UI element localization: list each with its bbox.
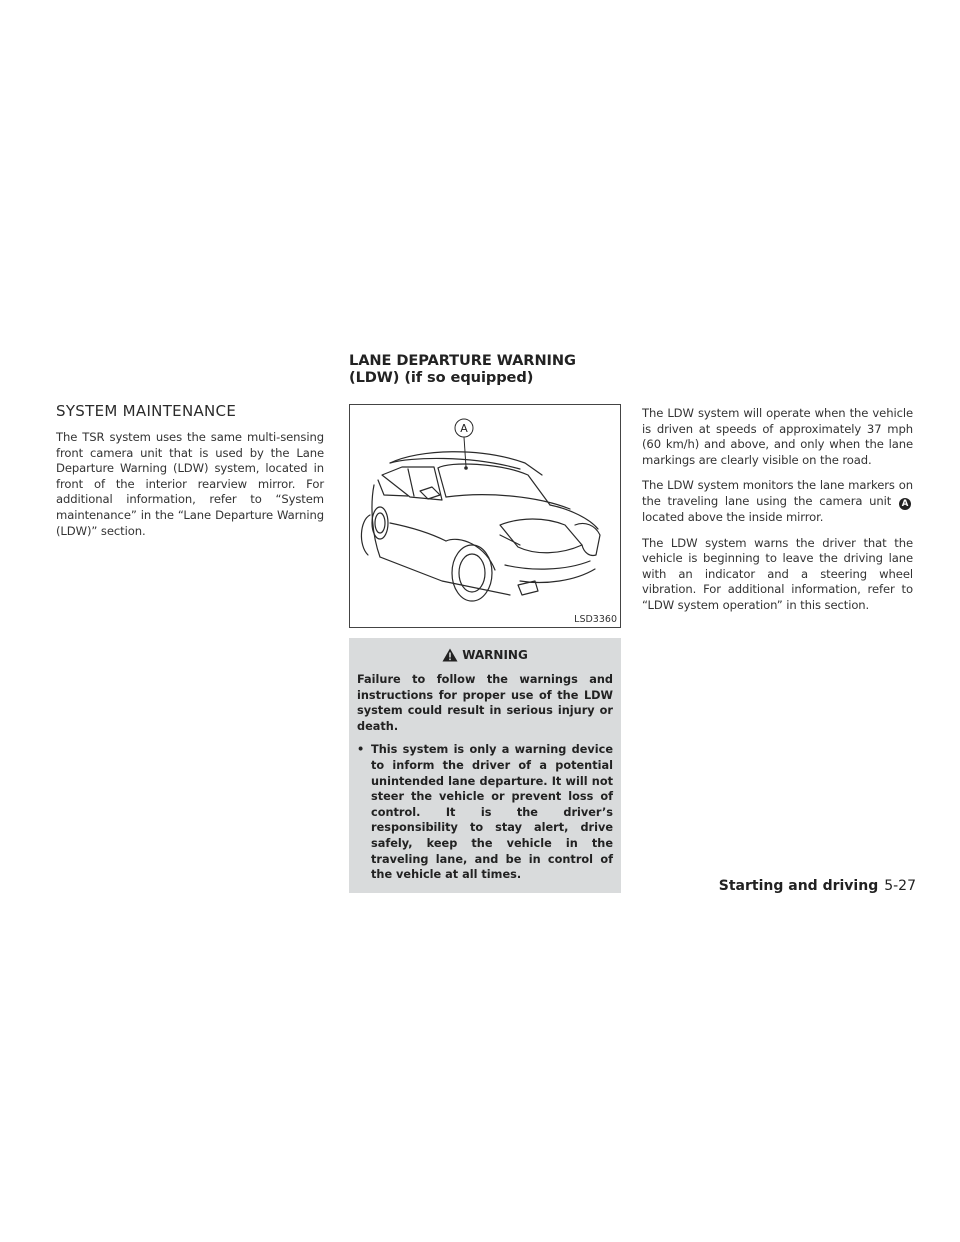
bullet-text: This system is only a warning device to inform the driver of a potential unintended lane departure. It will not steer the vehicle or prevent loss of control. It is the driver’s responsibility to stay alert, drive safely, keep the vehicle in the traveling lane, and be in control of the vehicle at all times. <box>371 743 613 882</box>
warning-triangle-icon <box>442 648 458 662</box>
section-heading: LANE DEPARTURE WARNING (LDW) (if so equipped) <box>349 352 576 386</box>
callout-a-marker: A <box>899 498 911 510</box>
section-title: SYSTEM MAINTENANCE <box>56 402 237 420</box>
warning-header <box>357 648 613 662</box>
column-right <box>642 406 913 624</box>
page-number: 5-27 <box>884 878 916 894</box>
paragraph-2-start: The LDW system monitors the lane markers on the traveling lane using the camera unit <box>642 478 913 508</box>
vehicle-illustration <box>349 404 621 628</box>
warning-box <box>349 638 621 893</box>
figure-code: LSD3360 <box>574 614 617 625</box>
column-left <box>56 402 324 549</box>
paragraph-2-end: located above the inside mirror. <box>642 509 824 524</box>
callout-label: A <box>460 422 468 435</box>
vehicle-drawing <box>350 405 620 627</box>
page-footer <box>719 878 916 894</box>
bullet-marker: • <box>357 743 365 757</box>
warning-bullet <box>357 742 613 882</box>
column-middle <box>349 352 621 893</box>
paragraph: The TSR system uses the same multi-sensing front camera unit that is used by the Lane Departure Warning (LDW) system, located in front of the interior rearview mirror. For additional information, refer to “System maintenance” in the “Lane Departure Warning (LDW)” section. <box>56 430 324 538</box>
paragraph-1: The LDW system will operate when the vehicle is driven at speeds of approximately 37 mph (60 km/h) and above, and only when the lane markings are clearly visible on the road. <box>642 406 913 467</box>
paragraph-2 <box>642 478 913 525</box>
warning-label: WARNING <box>462 648 528 662</box>
chapter-title: Starting and driving <box>718 878 879 894</box>
paragraph-3: The LDW system warns the driver that the vehicle is beginning to leave the driving lane with an indicator and a steering wheel vibration. For additional information, refer to “LDW system operation” in this section. <box>642 535 913 612</box>
warning-intro: Failure to follow the warnings and instructions for proper use of the LDW system could result in serious injury or death. <box>357 673 613 733</box>
